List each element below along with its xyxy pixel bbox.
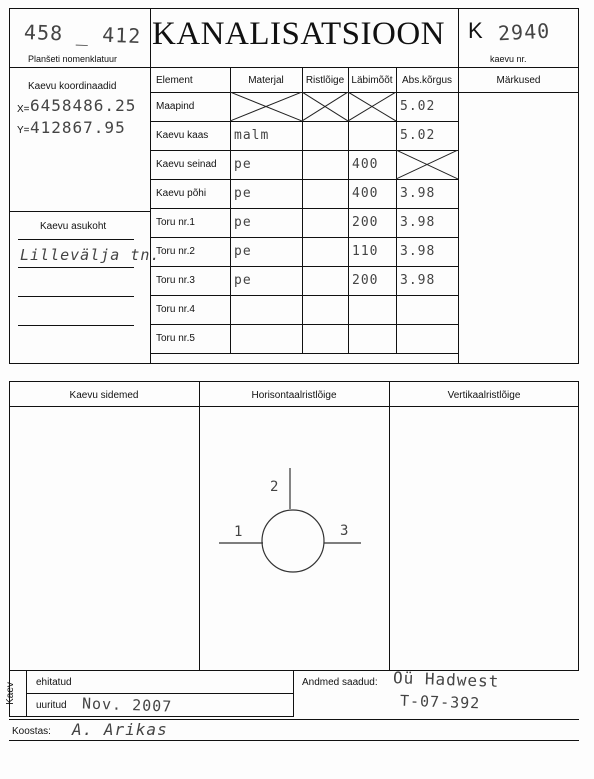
location-label: Kaevu asukoht — [40, 221, 107, 232]
source-line-1: Oü Hadwest — [392, 668, 500, 691]
author-value: A. Arikas — [72, 720, 168, 739]
table-cell-materjal: pe — [234, 186, 252, 201]
source-label: Andmed saadud: — [302, 677, 378, 688]
y-prefix: Y= — [17, 125, 30, 136]
location-value: Lillevälja tn. — [20, 246, 161, 264]
table-cell-labimoot: 400 — [352, 186, 379, 201]
table-cell-element: Toru nr.2 — [156, 246, 195, 257]
table-row-line — [150, 208, 458, 209]
sections-divider-2 — [389, 381, 390, 671]
x-coordinate: 6458486.25 — [30, 96, 137, 115]
table-cell-materjal: malm — [234, 128, 270, 143]
location-line-3 — [18, 296, 134, 297]
table-cell-element: Kaevu kaas — [156, 130, 209, 141]
source-line-2: T-07-392 — [399, 691, 481, 713]
table-header-cell: Ristlõige — [305, 75, 345, 86]
table-cell-abs: 5.02 — [400, 99, 436, 114]
table-row-line — [150, 237, 458, 238]
crossed-out-cell — [396, 150, 458, 179]
table-cell-element: Maapind — [156, 101, 195, 112]
table-header-cell: Element — [156, 75, 193, 86]
built-label: ehitatud — [36, 677, 72, 688]
location-line-4 — [18, 325, 134, 326]
crossed-out-cell — [348, 92, 396, 121]
table-row-line — [150, 324, 458, 325]
table-header-cell: Materjal — [248, 75, 284, 86]
horizontal-heading: Horisontaalristlõige — [251, 390, 337, 401]
table-row-line — [150, 295, 458, 296]
table-header-cell: Märkused — [496, 75, 541, 86]
x-prefix: X= — [17, 104, 30, 115]
coords-divider — [9, 211, 150, 212]
measured-label: uuritud — [36, 700, 67, 711]
table-cell-abs: 3.98 — [400, 244, 436, 259]
table-cell-element: Toru nr.5 — [156, 333, 195, 344]
table-row-line — [150, 353, 458, 354]
table-header-cell: Abs.kõrgus — [401, 75, 453, 86]
table-column-line — [458, 67, 459, 353]
table-cell-labimoot: 200 — [352, 215, 379, 230]
sheet-number: 458 _ 412 — [23, 19, 142, 49]
table-cell-labimoot: 400 — [352, 157, 379, 172]
table-row-line — [150, 179, 458, 180]
table-cell-element: Kaevu põhi — [156, 188, 207, 199]
table-cell-abs: 3.98 — [400, 273, 436, 288]
measured-value: Nov. 2007 — [81, 694, 173, 716]
table-row-line — [150, 121, 458, 122]
table-cell-element: Toru nr.1 — [156, 217, 195, 228]
well-circle — [262, 510, 324, 572]
author-underline — [9, 740, 579, 741]
pipe-2-label: 2 — [270, 479, 280, 495]
vertical-heading: Vertikaalristlõige — [447, 390, 521, 401]
table-cell-element: Kaevu seinad — [156, 159, 217, 170]
location-line-2 — [18, 267, 134, 268]
coords-label: Kaevu koordinaadid — [28, 81, 117, 92]
crossed-out-cell — [230, 92, 302, 121]
table-cell-materjal: pe — [234, 215, 252, 230]
kaev-label-divider — [26, 671, 27, 717]
table-cell-abs: 5.02 — [400, 128, 436, 143]
table-cell-element: Toru nr.4 — [156, 304, 195, 315]
horizontal-section-drawing — [199, 406, 389, 671]
table-cell-materjal: pe — [234, 157, 252, 172]
table-column-line — [396, 67, 397, 353]
kaev-row-divider — [26, 693, 294, 694]
y-coordinate: 412867.95 — [30, 118, 126, 137]
table-cell-materjal: pe — [234, 244, 252, 259]
page-title: KANALISATSIOON — [152, 16, 445, 52]
crossed-out-cell — [302, 92, 348, 121]
table-cell-abs: 3.98 — [400, 215, 436, 230]
k-prefix: K — [468, 18, 483, 43]
table-cell-abs: 3.98 — [400, 186, 436, 201]
pipe-3-label: 3 — [340, 523, 350, 539]
pipe-1-label: 1 — [234, 524, 244, 540]
well-number: 2940 — [497, 18, 551, 46]
location-line-1 — [18, 239, 134, 240]
element-table — [150, 67, 579, 364]
connections-heading: Kaevu sidemed — [69, 390, 139, 401]
table-row-line — [150, 266, 458, 267]
table-cell-materjal: pe — [234, 273, 252, 288]
table-cell-labimoot: 200 — [352, 273, 379, 288]
author-label: Koostas: — [12, 726, 51, 737]
table-cell-element: Toru nr.3 — [156, 275, 195, 286]
sheet-label: Planšeti nomenklatuur — [28, 54, 118, 64]
table-header-cell: Läbimõõt — [351, 75, 393, 86]
well-number-label: kaevu nr. — [490, 54, 527, 64]
kaev-label: Kaev — [4, 682, 16, 705]
table-cell-labimoot: 110 — [352, 244, 379, 259]
